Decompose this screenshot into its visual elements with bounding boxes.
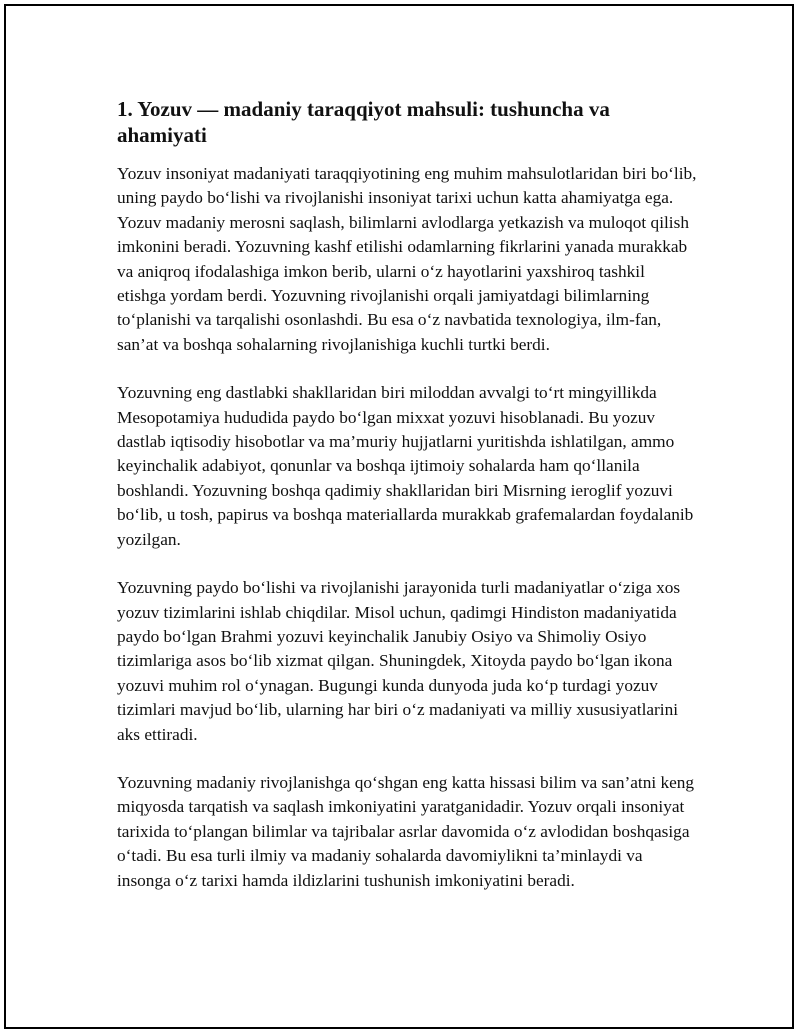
paragraph-4: Yozuvning madaniy rivojlanishga qo‘shgan eng katta hissasi bilim va san’atni keng miqyosda tarqatish va saqlash imkoniyatini yaratganidadir. Yozuv orqali insoniyat tarixida to‘plangan bilimlar va tajribalar asrlar davomida o‘z avlodidan boshqasiga o‘tadi. Bu esa turli ilmiy va madaniy sohalarda davomiylikni ta’minlaydi va insonga o‘z tarixi hamda ildizlarini tushunish imkoniyatini beradi. (117, 772, 695, 890)
paragraph-3: Yozuvning paydo bo‘lishi va rivojlanishi jarayonida turli madaniyatlar o‘ziga xos yozuv tizimlarini ishlab chiqdilar. Misol uchun, qadimgi Hindiston madaniyatida paydo bo‘lgan Brahmi yozuvi keyinchalik Janubiy Osiyo va Shimoliy Osiyo tizimlariga asos bo‘lib xizmat qilgan. Shuningdek, Xitoyda paydo bo‘lgan ikona yozuvi muhim rol o‘ynagan. Bugungi kunda dunyoda juda ko‘p turdagi yozuv tizimlari mavjud bo‘lib, ularning har biri o‘z madaniyati va milliy xususiyatlarini aks ettiradi. (117, 578, 681, 744)
document-body (117, 96, 697, 917)
paragraph-2: Yozuvning eng dastlabki shakllaridan biri miloddan avvalgi to‘rt mingyillikda Mesopotamiya hududida paydo bo‘lgan mixxat yozuvi hisoblanadi. Bu yozuv dastlab iqtisodiy hisobotlar va ma’muriy hujjatlarni yuritishda ishlatilgan, ammo keyinchalik adabiyot, qonunlar va boshqa ijtimoiy sohalarda ham qo‘llanila boshlandi. Yozuvning boshqa qadimiy shakllaridan biri Misrning ieroglif yozuvi bo‘lib, u tosh, papirus va boshqa materiallarda murakkab grafemalardan foydalanib yozilgan. (117, 383, 694, 549)
paragraph-1: Yozuv insoniyat madaniyati taraqqiyotining eng muhim mahsulotlaridan biri bo‘lib, uning paydo bo‘lishi va rivojlanishi insoniyat tarixi uchun katta ahamiyatga ega. Yozuv madaniy merosni saqlash, bilimlarni avlodlarga yetkazish va muloqot qilish imkonini beradi. Yozuvning kashf etilishi odamlarning fikrlarini yanada murakkab va aniqroq ifodalashiga imkon berib, ularni o‘z hayotlarini yaxshiroq tashkil etishga yordam berdi. Yozuvning rivojlanishi orqali jamiyatdagi bilimlarning to‘planishi va tarqalishi osonlashdi. Bu esa o‘z navbatida texnologiya, ilm-fan, san’at va boshqa sohalarning rivojlanishiga kuchli turtki berdi. (117, 164, 697, 354)
section-heading: 1. Yozuv — madaniy taraqqiyot mahsuli: tushuncha va ahamiyati (117, 97, 610, 147)
